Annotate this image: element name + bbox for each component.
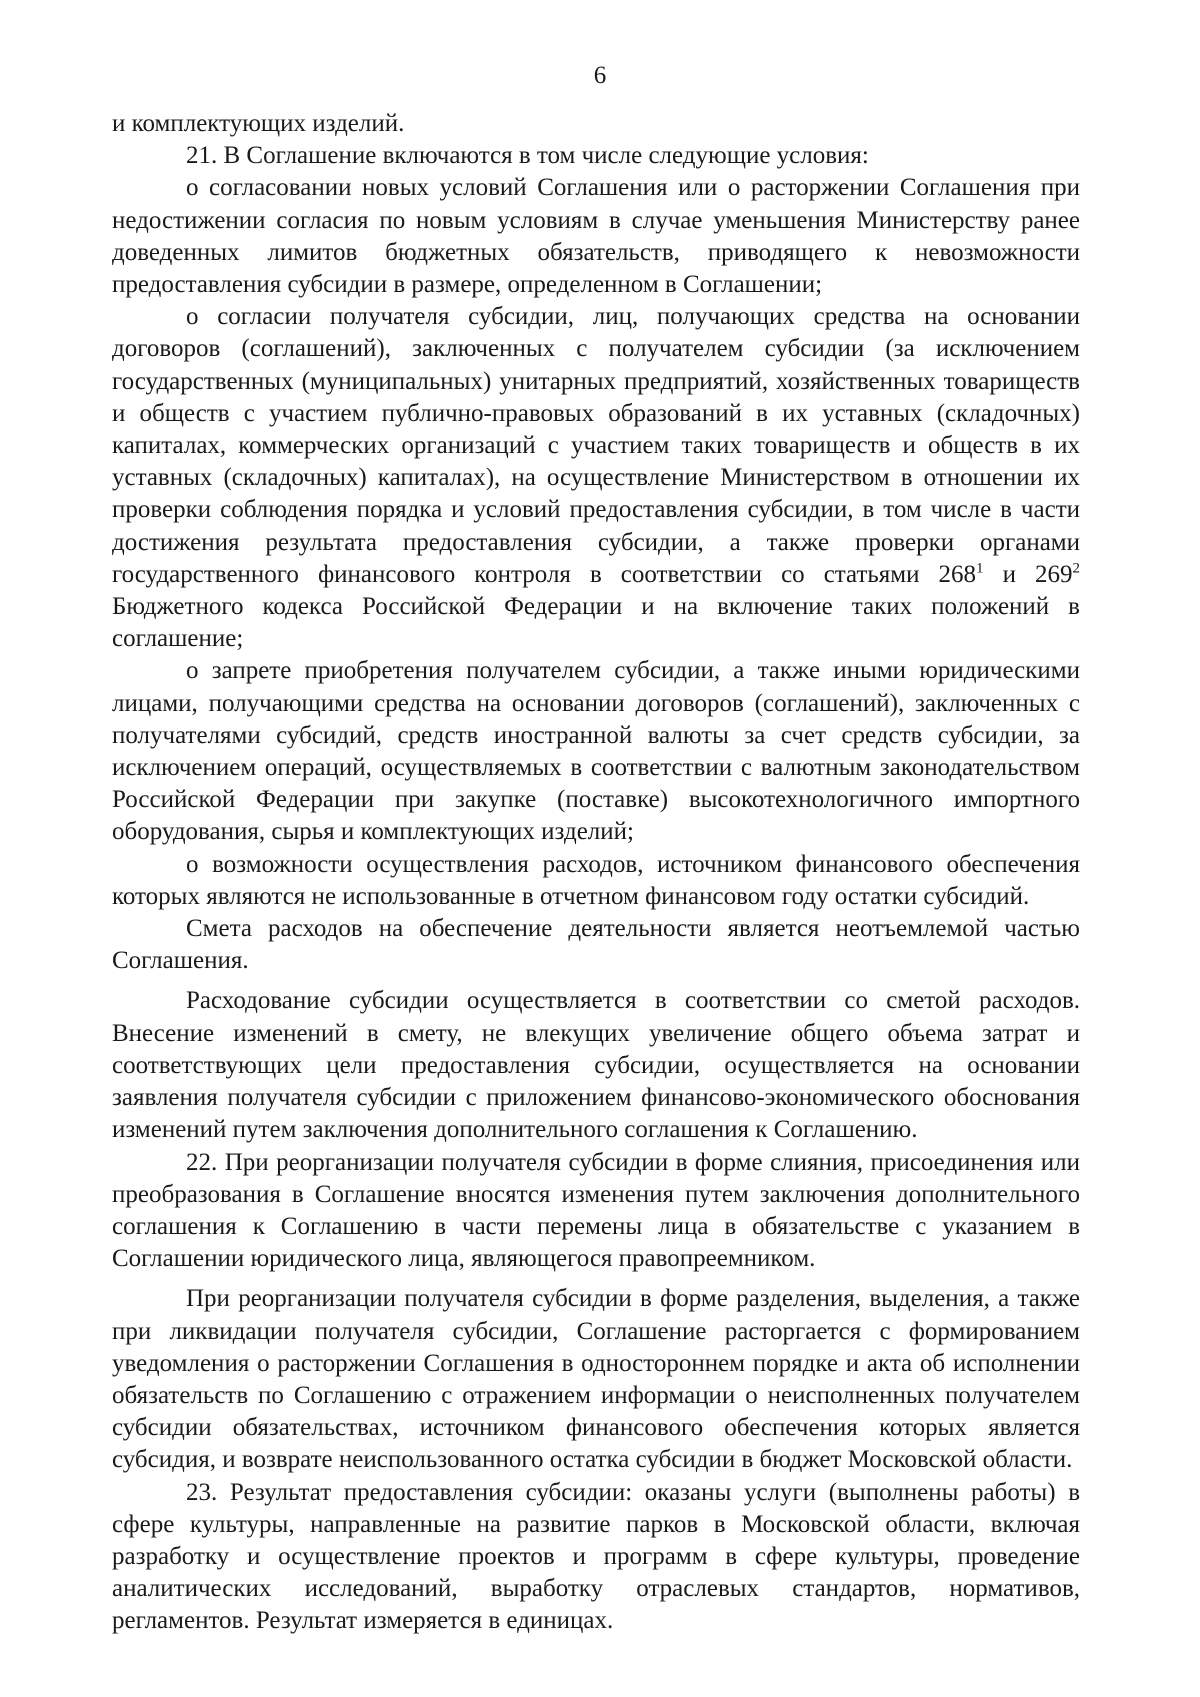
paragraph-spending: Расходование субсидии осуществляется в соответствии со сметой расходов. Внесение изменений в смету, не влекущих увеличение общего объема затрат и соответствующих цели предоставления субсидии, осуществляется на основании заявления получателя субсидии с приложением финансово-экономического обоснования изменений путем заключения дополнительного соглашения к Соглашению. xyxy=(112,987,1080,1144)
paragraph-continuation: и комплектующих изделий. xyxy=(112,110,405,137)
citation-middle: и 269 xyxy=(983,560,1073,588)
citation-suffix: Бюджетного кодекса Российской Федерации и на включение таких положений в соглашение; xyxy=(112,593,1080,653)
consent-text: о согласии получателя субсидии, лиц, получающих средства на основании договоров (соглашений), заключенных с получателем субсидии (за исключением государственных (муниципальных) унитарных предприятий, хозяйственных товариществ и обществ с участием публично-правовых образований в их уставных (складочных) капиталах, коммерческих организаций с участием таких товариществ и обществ в их уставных (складочных) капиталах), на осуществление Министерством в отношении их проверки соблюдения порядка и условий предоставления субсидии, в том числе в части достижения результата предоставления субсидии, а также проверки органами государственного финансового контроля в соответствии xyxy=(112,303,1080,588)
paragraph-clause-22: 22. При реорганизации получателя субсидии в форме слияния, присоединения или преобразования в Соглашение вносятся изменения путем заключения дополнительного соглашения к Соглашению в части перемены лица в обязательстве с указанием в Соглашении юридического лица, являющегося правопреемником. xyxy=(112,1148,1080,1273)
paragraph-reorganization-termination: При реорганизации получателя субсидии в форме разделения, выделения, а также при ликвидации получателя субсидии, Соглашение расторгается с формированием уведомления о расторжении Соглашения в одностороннем порядке и акта об исполнении обязательств по Соглашению с отражением информации о неисполненных получателем субсидии обязательствах, источником финансового обеспечения которых является субсидия, и возврате неиспользованного остатка субсидии в бюджет Московской области. xyxy=(112,1285,1080,1474)
paragraph-clause-23: 23. Результат предоставления субсидии: оказаны услуги (выполнены работы) в сфере культуры, направленные на развитие парков в Московской области, включая разработку и осуществление проектов и программ в сфере культуры, проведение аналитических исследований, выработку отраслевых стандартов, нормативов, регламентов. Результат измеряется в единицах. xyxy=(112,1478,1080,1635)
paragraph-condition-consent xyxy=(112,301,1080,655)
citation-sup-1: 1 xyxy=(976,560,984,577)
page-number: 6 xyxy=(593,62,607,89)
citation-prefix: со статьями 268 xyxy=(762,560,977,588)
citation-sup-2: 2 xyxy=(1072,560,1080,577)
document-body xyxy=(112,108,1080,1638)
paragraph-condition-remaining-funds: о возможности осуществления расходов, источником финансового обеспечения которых являются не использованные в отчетном финансовом году остатки субсидий. xyxy=(112,850,1080,910)
paragraph-condition-currency-ban: о запрете приобретения получателем субсидии, а также иными юридическими лицами, получающими средства на основании договоров (соглашений), заключенных с получателями субсидий, средств иностранной валюты за счет средств субсидии, за исключением операций, осуществляемых в соответствии с валютным законодательством Российской Федерации при закупке (поставке) высокотехнологичного импортного оборудования, сырья и комплектующих изделий; xyxy=(112,657,1080,846)
paragraph-clause-21: 21. В Соглашение включаются в том числе следующие условия: xyxy=(186,142,869,170)
paragraph-condition-new-terms: о согласовании новых условий Соглашения или о расторжении Соглашения при недостижении согласия по новым условиям в случае уменьшения Министерству ранее доведенных лимитов бюджетных обязательств, приводящего к невозможности предоставления субсидии в размере, определенном в Соглашении; xyxy=(112,174,1080,299)
paragraph-expense-estimate: Смета расходов на обеспечение деятельности является неотъемлемой частью Соглашения. xyxy=(112,915,1080,975)
